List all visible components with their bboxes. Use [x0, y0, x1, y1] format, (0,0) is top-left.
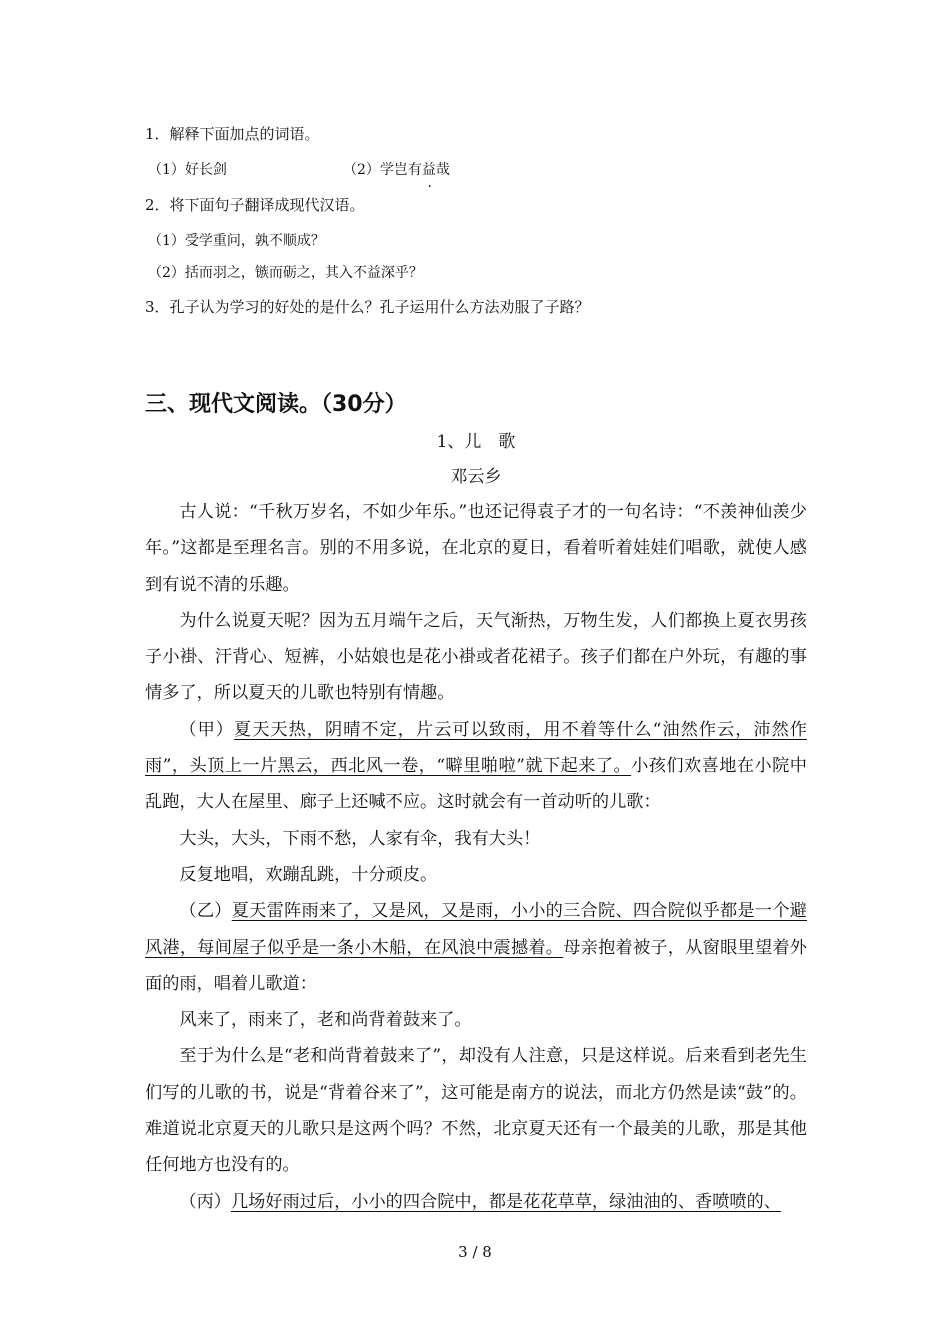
paragraph: 为什么说夏天呢？因为五月端午之后，天气渐热，万物生发，人们都换上夏衣男孩子小褂、汗背心、短裤，小姑娘也是花小褂或者花裙子。孩子们都在户外玩，有趣的事情多了，所以夏天的儿歌也特别有情趣。 — [145, 610, 807, 704]
question-1-item-1: （1）好长剑 — [148, 162, 227, 178]
dotted-character: 益 — [421, 162, 436, 178]
item-2-text-pre: （2）学岂有 — [343, 162, 422, 178]
paragraph-text: 小孩们欢喜地在小院中乱跑，大人在屋里、廊子上还喊不应。这时就会有一首动听的儿歌： — [145, 756, 807, 813]
question-1-item-2 — [343, 160, 450, 180]
page-number: 3 / 8 — [458, 1243, 492, 1261]
article-author: 邓云乡 — [450, 467, 502, 487]
article-body — [145, 494, 807, 1220]
paragraph: 古人说：“千秋万岁名，不如少年乐。”也还记得袁子才的一句名诗：“不羡神仙羡少年。”这都是至理名言。别的不用多说，在北京的夏日，看着听着娃娃们唱歌，就使人感到有说不清的乐趣。 — [145, 502, 807, 595]
question-1: 1．解释下面加点的词语。 — [145, 125, 320, 143]
underlined-passage: 夏天天热，阴晴不定，片云可以致雨，用不着等什么“油然作云，沛然作雨”，头顶上一片黑云，西北风一卷，“噼里啪啦”就下起来了。 — [145, 719, 807, 777]
song-line: 大头，大头，下雨不愁，人家有伞，我有大头！ — [179, 828, 541, 849]
paragraph: 反复地唱，欢蹦乱跳，十分顽皮。 — [179, 864, 438, 885]
item-2-text-post: 哉 — [435, 162, 450, 178]
paragraph-text: 母亲抱着被子，从窗眼里望着外面的雨，唱着儿歌道： — [145, 937, 807, 994]
underlined-passage: 几场好雨过后，小小的四合院中，都是花花草草，绿油油的、香喷喷的、 — [230, 1191, 781, 1212]
underlined-passage: 夏天雷阵雨来了，又是风，又是雨，小小的三合院、四合院似乎都是一个避风港，每间屋子似乎是一条小木船，在风浪中震撼着。 — [145, 901, 807, 958]
paragraph — [145, 1184, 807, 1220]
marker-yi: （乙） — [179, 901, 232, 922]
marker-jia: （甲） — [179, 719, 234, 740]
question-2: 2．将下面句子翻译成现代汉语。 — [145, 196, 365, 214]
paragraph: 至于为什么是“老和尚背着鼓来了”，却没有人注意，只是这样说。后来看到老先生们写的儿歌的书，说是“背着谷来了”，这可能是南方的说法，而北方仍然是读“鼓”的。难道说北京夏天的儿歌只是这两个吗？不然，北京夏天还有一个最美的儿歌，那是其他任何地方也没有的。 — [145, 1046, 807, 1176]
marker-bing: （丙） — [179, 1191, 231, 1212]
paragraph — [145, 893, 807, 1002]
question-2-item-2: （2）括而羽之，镞而砺之，其入不益深乎？ — [148, 265, 423, 281]
article-title: 1、儿 歌 — [436, 432, 516, 452]
section-heading: 三、现代文阅读。（30分） — [145, 392, 407, 417]
song-line: 风来了，雨来了，老和尚背着鼓来了。 — [179, 1010, 472, 1031]
question-3: 3．孔子认为学习的好处的是什么？孔子运用什么方法劝服了子路？ — [145, 298, 590, 316]
question-2-item-1: （1）受学重问，孰不顺成？ — [148, 233, 325, 249]
paragraph — [145, 712, 807, 821]
